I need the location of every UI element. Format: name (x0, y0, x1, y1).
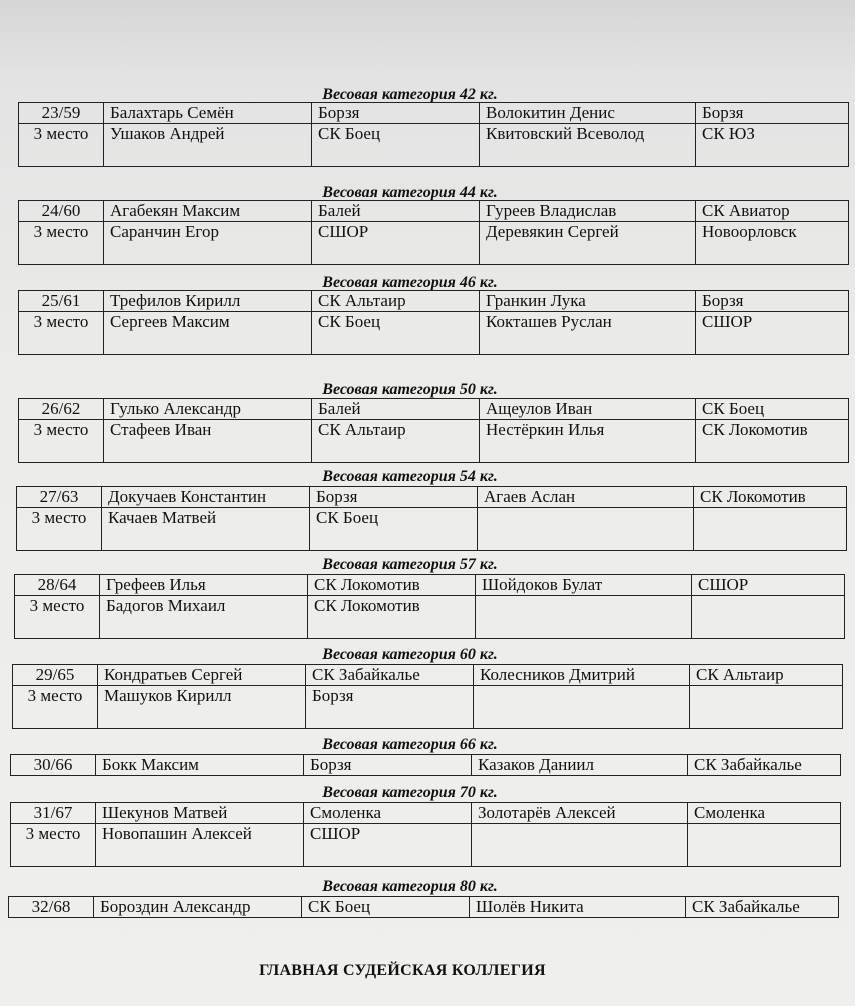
winner-club: Борзя (310, 487, 478, 508)
table-row (11, 824, 841, 867)
table-row (11, 803, 841, 824)
third-place-club-1: СК Боец (310, 508, 478, 551)
table-row (19, 399, 849, 420)
third-place-name-2: Деревякин Сергей (480, 222, 696, 265)
runner-up-club: СК Забайкалье (686, 897, 839, 918)
third-place-club-1: СК Боец (312, 124, 480, 167)
place-label: 3 место (15, 596, 100, 639)
third-place-name-2 (474, 686, 690, 729)
footer-signature-title: ГЛАВНАЯ СУДЕЙСКАЯ КОЛЛЕГИЯ (259, 962, 546, 979)
results-table (12, 664, 843, 729)
match-number: 29/65 (13, 665, 98, 686)
place-label: 3 место (11, 824, 96, 867)
category-title: Весовая категория 70 кг. (322, 784, 498, 801)
winner-name: Докучаев Константин (102, 487, 310, 508)
winner-club: СК Локомотив (308, 575, 476, 596)
place-label: 3 место (19, 124, 104, 167)
third-place-club-2: СК ЮЗ (696, 124, 849, 167)
results-table (18, 290, 849, 355)
results-table (18, 398, 849, 463)
category-title: Весовая категория 57 кг. (322, 556, 498, 573)
third-place-club-2 (688, 824, 841, 867)
table-row (13, 665, 843, 686)
runner-up-club: СК Локомотив (694, 487, 847, 508)
third-place-club-1: СШОР (312, 222, 480, 265)
third-place-name-1: Новопашин Алексей (96, 824, 304, 867)
category-title: Весовая категория 44 кг. (322, 184, 498, 201)
match-number: 32/68 (9, 897, 94, 918)
winner-club: Борзя (312, 103, 480, 124)
match-number: 30/66 (11, 755, 96, 776)
winner-club: Смоленка (304, 803, 472, 824)
runner-up-name: Волокитин Денис (480, 103, 696, 124)
runner-up-club: СК Забайкалье (688, 755, 841, 776)
runner-up-name: Гранкин Лука (480, 291, 696, 312)
winner-name: Гулько Александр (104, 399, 312, 420)
runner-up-name: Ащеулов Иван (480, 399, 696, 420)
winner-club: СК Боец (302, 897, 470, 918)
table-row (11, 755, 841, 776)
place-label: 3 место (17, 508, 102, 551)
third-place-club-2: СШОР (696, 312, 849, 355)
runner-up-club: Смоленка (688, 803, 841, 824)
results-table (14, 574, 845, 639)
category-title: Весовая категория 46 кг. (322, 274, 498, 291)
third-place-club-1: Борзя (306, 686, 474, 729)
runner-up-name: Шойдоков Булат (476, 575, 692, 596)
table-row (9, 897, 839, 918)
match-number: 26/62 (19, 399, 104, 420)
winner-club: СК Забайкалье (306, 665, 474, 686)
place-label: 3 место (19, 312, 104, 355)
match-number: 28/64 (15, 575, 100, 596)
winner-name: Кондратьев Сергей (98, 665, 306, 686)
results-table (10, 802, 841, 867)
third-place-club-2: СК Локомотив (696, 420, 849, 463)
category-title: Весовая категория 42 кг. (322, 86, 498, 103)
winner-name: Бокк Максим (96, 755, 304, 776)
results-table (8, 896, 839, 918)
results-table (10, 754, 841, 776)
third-place-name-2 (476, 596, 692, 639)
third-place-club-2: Новоорловск (696, 222, 849, 265)
third-place-name-1: Ушаков Андрей (104, 124, 312, 167)
category-title: Весовая категория 50 кг. (322, 381, 498, 398)
category-title: Весовая категория 66 кг. (322, 736, 498, 753)
match-number: 27/63 (17, 487, 102, 508)
runner-up-club: Борзя (696, 103, 849, 124)
table-row (19, 420, 849, 463)
match-number: 24/60 (19, 201, 104, 222)
winner-name: Трефилов Кирилл (104, 291, 312, 312)
winner-club: Балей (312, 399, 480, 420)
third-place-name-1: Саранчин Егор (104, 222, 312, 265)
third-place-club-2 (694, 508, 847, 551)
runner-up-name: Гуреев Владислав (480, 201, 696, 222)
table-row (19, 222, 849, 265)
third-place-name-2: Нестёркин Илья (480, 420, 696, 463)
runner-up-club: СК Авиатор (696, 201, 849, 222)
match-number: 25/61 (19, 291, 104, 312)
third-place-name-2: Кокташев Руслан (480, 312, 696, 355)
winner-name: Шекунов Матвей (96, 803, 304, 824)
results-table (18, 102, 849, 167)
place-label: 3 место (13, 686, 98, 729)
match-number: 31/67 (11, 803, 96, 824)
runner-up-name: Шолёв Никита (470, 897, 686, 918)
winner-name: Грефеев Илья (100, 575, 308, 596)
third-place-club-2 (690, 686, 843, 729)
third-place-club-1: СК Боец (312, 312, 480, 355)
third-place-name-1: Бадогов Михаил (100, 596, 308, 639)
table-row (19, 103, 849, 124)
table-row (15, 575, 845, 596)
table-row (13, 686, 843, 729)
winner-club: Борзя (304, 755, 472, 776)
third-place-name-1: Машуков Кирилл (98, 686, 306, 729)
third-place-club-2 (692, 596, 845, 639)
third-place-name-1: Сергеев Максим (104, 312, 312, 355)
category-title: Весовая категория 60 кг. (322, 646, 498, 663)
match-number: 23/59 (19, 103, 104, 124)
runner-up-name: Казаков Даниил (472, 755, 688, 776)
runner-up-club: СК Боец (696, 399, 849, 420)
table-row (17, 487, 847, 508)
winner-club: СК Альтаир (312, 291, 480, 312)
results-table (18, 200, 849, 265)
third-place-club-1: СК Альтаир (312, 420, 480, 463)
results-table (16, 486, 847, 551)
table-row (19, 201, 849, 222)
third-place-club-1: СК Локомотив (308, 596, 476, 639)
runner-up-name: Агаев Аслан (478, 487, 694, 508)
table-row (19, 291, 849, 312)
third-place-name-1: Качаев Матвей (102, 508, 310, 551)
third-place-name-2: Квитовский Всеволод (480, 124, 696, 167)
category-title: Весовая категория 80 кг. (322, 878, 498, 895)
table-row (19, 124, 849, 167)
third-place-name-1: Стафеев Иван (104, 420, 312, 463)
place-label: 3 место (19, 222, 104, 265)
runner-up-club: СК Альтаир (690, 665, 843, 686)
third-place-name-2 (472, 824, 688, 867)
place-label: 3 место (19, 420, 104, 463)
third-place-club-1: СШОР (304, 824, 472, 867)
winner-name: Бороздин Александр (94, 897, 302, 918)
runner-up-name: Колесников Дмитрий (474, 665, 690, 686)
runner-up-club: Борзя (696, 291, 849, 312)
table-row (17, 508, 847, 551)
third-place-name-2 (478, 508, 694, 551)
runner-up-name: Золотарёв Алексей (472, 803, 688, 824)
runner-up-club: СШОР (692, 575, 845, 596)
table-row (19, 312, 849, 355)
table-row (15, 596, 845, 639)
winner-name: Агабекян Максим (104, 201, 312, 222)
category-title: Весовая категория 54 кг. (322, 468, 498, 485)
winner-club: Балей (312, 201, 480, 222)
winner-name: Балахтарь Семён (104, 103, 312, 124)
